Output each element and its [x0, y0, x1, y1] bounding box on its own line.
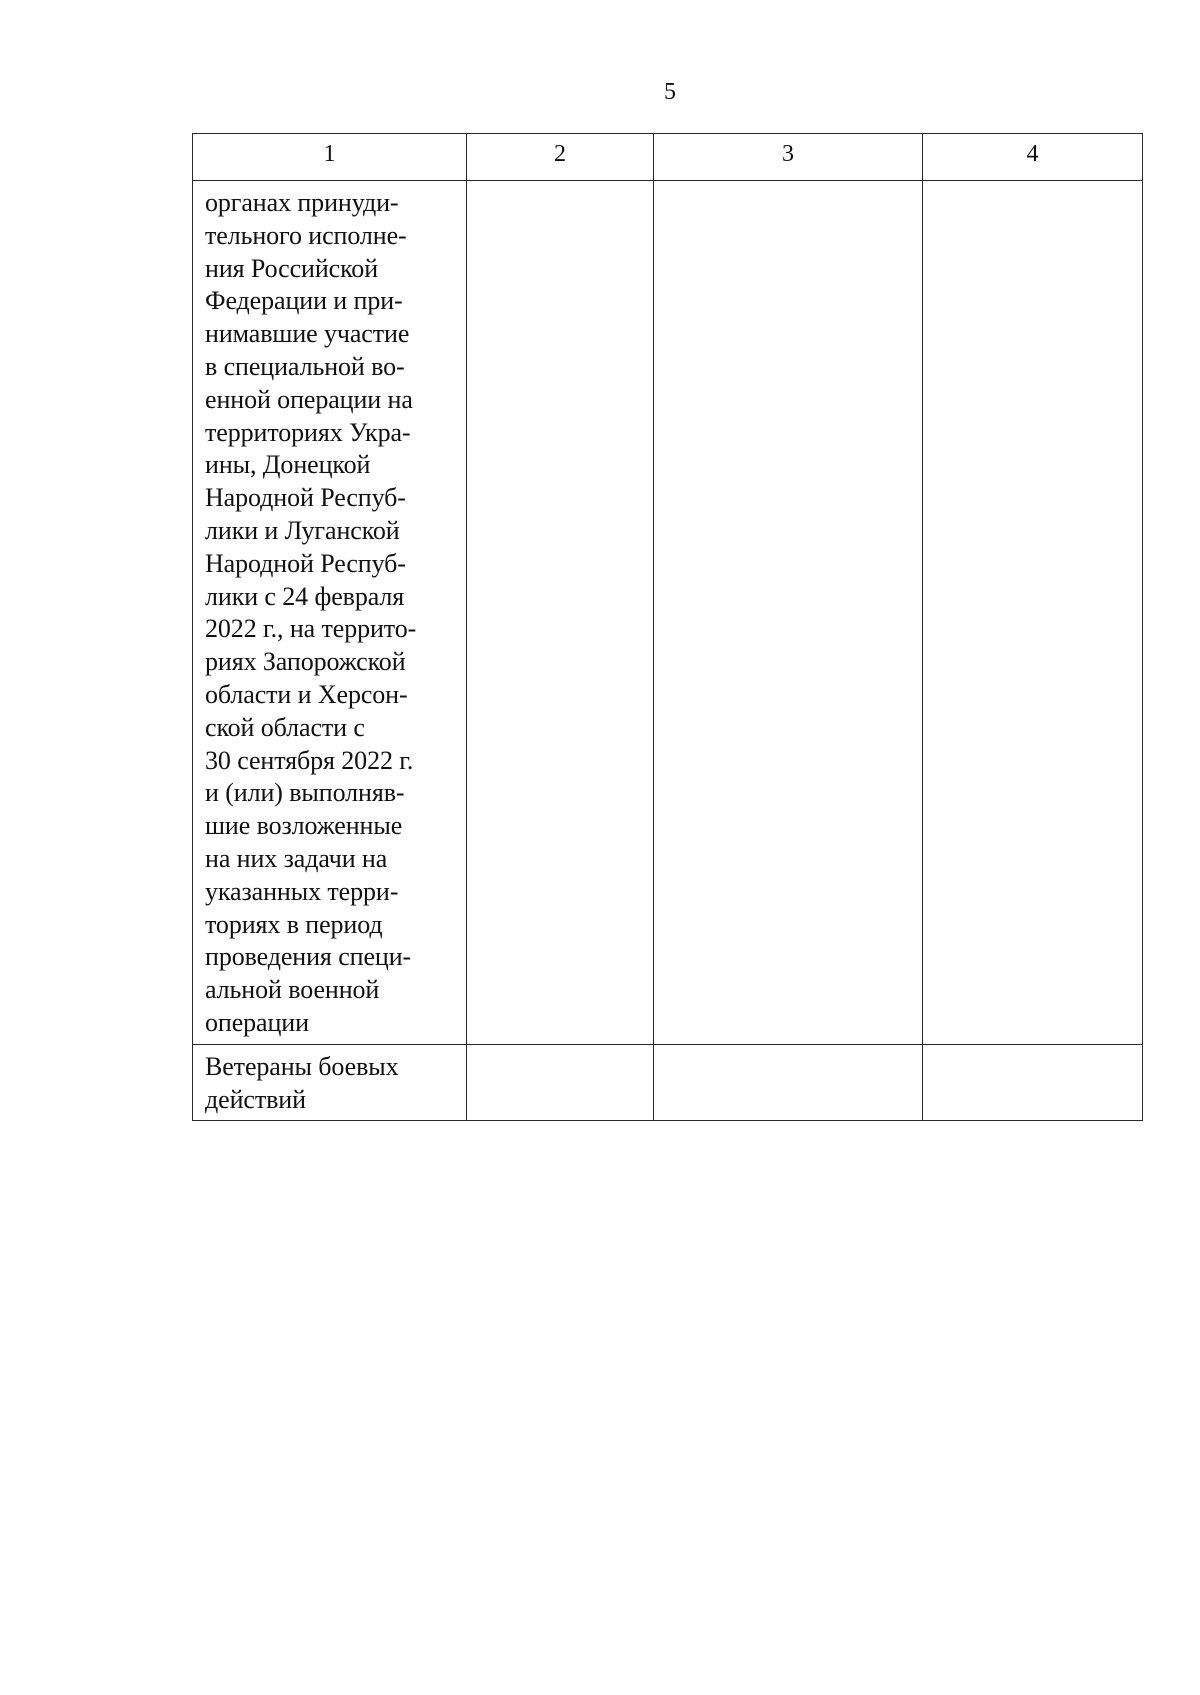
table-row — [193, 1044, 1143, 1121]
table-cell-col4 — [923, 181, 1143, 1045]
table-cell-col3 — [654, 1044, 923, 1121]
table-cell-category: органах принуди- тельного исполне- ния Российской Федерации и при- нимавшие участие в специальной во- енной операции на территориях Укра- ины, Донецкой Народной Респуб- лики и Луганской Народной Респуб- лики с 24 февраля 2022 г., на террито- риях Запорожской области и Херсон- ской области с 30 сентября 2022 г. и (или) выполняв- шие возложенные на них задачи на указанных терри- ториях в период проведения специ- альной военной операции — [193, 181, 467, 1045]
table-cell-col2 — [467, 1044, 654, 1121]
table-cell-col2 — [467, 181, 654, 1045]
column-header-3: 3 — [654, 134, 923, 181]
document-table — [192, 133, 1143, 1121]
table-row — [193, 181, 1143, 1045]
column-header-2: 2 — [467, 134, 654, 181]
column-header-4: 4 — [923, 134, 1143, 181]
table-cell-col4 — [923, 1044, 1143, 1121]
table-cell-category: Ветераны боевых действий — [193, 1044, 467, 1121]
table-header-row — [193, 134, 1143, 181]
table-cell-col3 — [654, 181, 923, 1045]
page-number: 5 — [664, 79, 676, 105]
column-header-1: 1 — [193, 134, 467, 181]
